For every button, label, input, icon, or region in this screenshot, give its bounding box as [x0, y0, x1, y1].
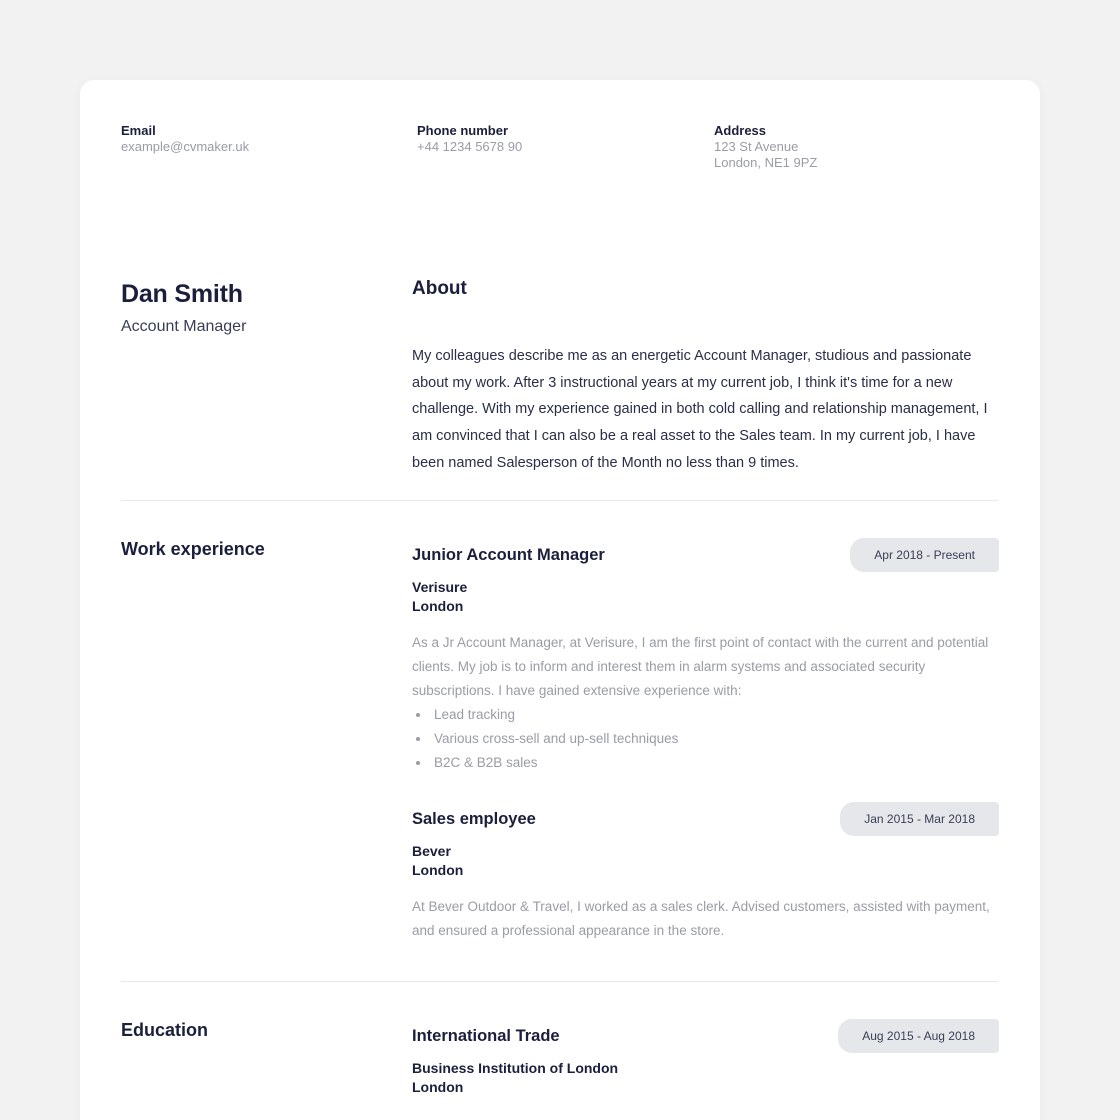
list-item: Lead tracking: [412, 703, 999, 727]
candidate-name: Dan Smith: [121, 280, 243, 308]
candidate-role: Account Manager: [121, 318, 247, 335]
job-city: London: [412, 598, 464, 614]
date-badge: Aug 2015 - Aug 2018: [838, 1019, 999, 1053]
education-city: London: [412, 1079, 464, 1095]
education-entry: [412, 1027, 999, 1097]
date-badge: Jan 2015 - Mar 2018: [840, 802, 999, 836]
work-entry: [412, 546, 999, 775]
about-heading: About: [412, 278, 467, 299]
phone-label: Phone number: [417, 123, 509, 138]
job-title: Sales employee: [412, 810, 536, 828]
education-heading: Education: [121, 1020, 209, 1040]
company-name: Verisure: [412, 579, 468, 595]
about-text: My colleagues describe me as an energetic Account Manager, studious and passionate about my work. After 3 instructional years at my current job, I think it's time for a new challenge. With my experience gained in both cold calling and relationship management, I am convinced that I can also be a real asset to the Sales team. In my current job, I have been named Salesperson of the Month no less than 9 times.: [412, 348, 988, 471]
section-divider: [121, 981, 998, 982]
section-divider: [121, 500, 998, 501]
degree-title: International Trade: [412, 1027, 560, 1045]
job-description: At Bever Outdoor & Travel, I worked as a sales clerk. Advised customers, assisted with payment, and ensured a professional appearance in the store.: [412, 899, 990, 938]
list-item: B2C & B2B sales: [412, 751, 999, 775]
date-badge: Apr 2018 - Present: [850, 538, 999, 572]
job-title: Junior Account Manager: [412, 546, 605, 564]
company-name: Bever: [412, 843, 451, 859]
institution-name: Business Institution of London: [412, 1060, 619, 1076]
address-line-1: 123 St Avenue: [714, 139, 799, 154]
skills-list: [412, 703, 999, 775]
email-label: Email: [121, 123, 156, 138]
address-label: Address: [714, 123, 767, 138]
cv-document: [80, 80, 1040, 1120]
contact-address: [714, 123, 817, 171]
list-item: Various cross-sell and up-sell techniques: [412, 727, 999, 751]
address-line-2: London, NE1 9PZ: [714, 155, 818, 170]
job-description: As a Jr Account Manager, at Verisure, I am the first point of contact with the current and potential clients. My job is to inform and interest them in alarm systems and associated security subscriptions. I have gained extensive experience with:: [412, 635, 989, 698]
phone-value[interactable]: +44 1234 5678 90: [417, 139, 523, 154]
work-entry: [412, 810, 999, 943]
job-city: London: [412, 862, 464, 878]
contact-email: [121, 123, 249, 155]
email-value[interactable]: example@cvmaker.uk: [121, 139, 250, 154]
contact-phone: [417, 123, 522, 155]
work-experience-heading: Work experience: [121, 539, 265, 559]
